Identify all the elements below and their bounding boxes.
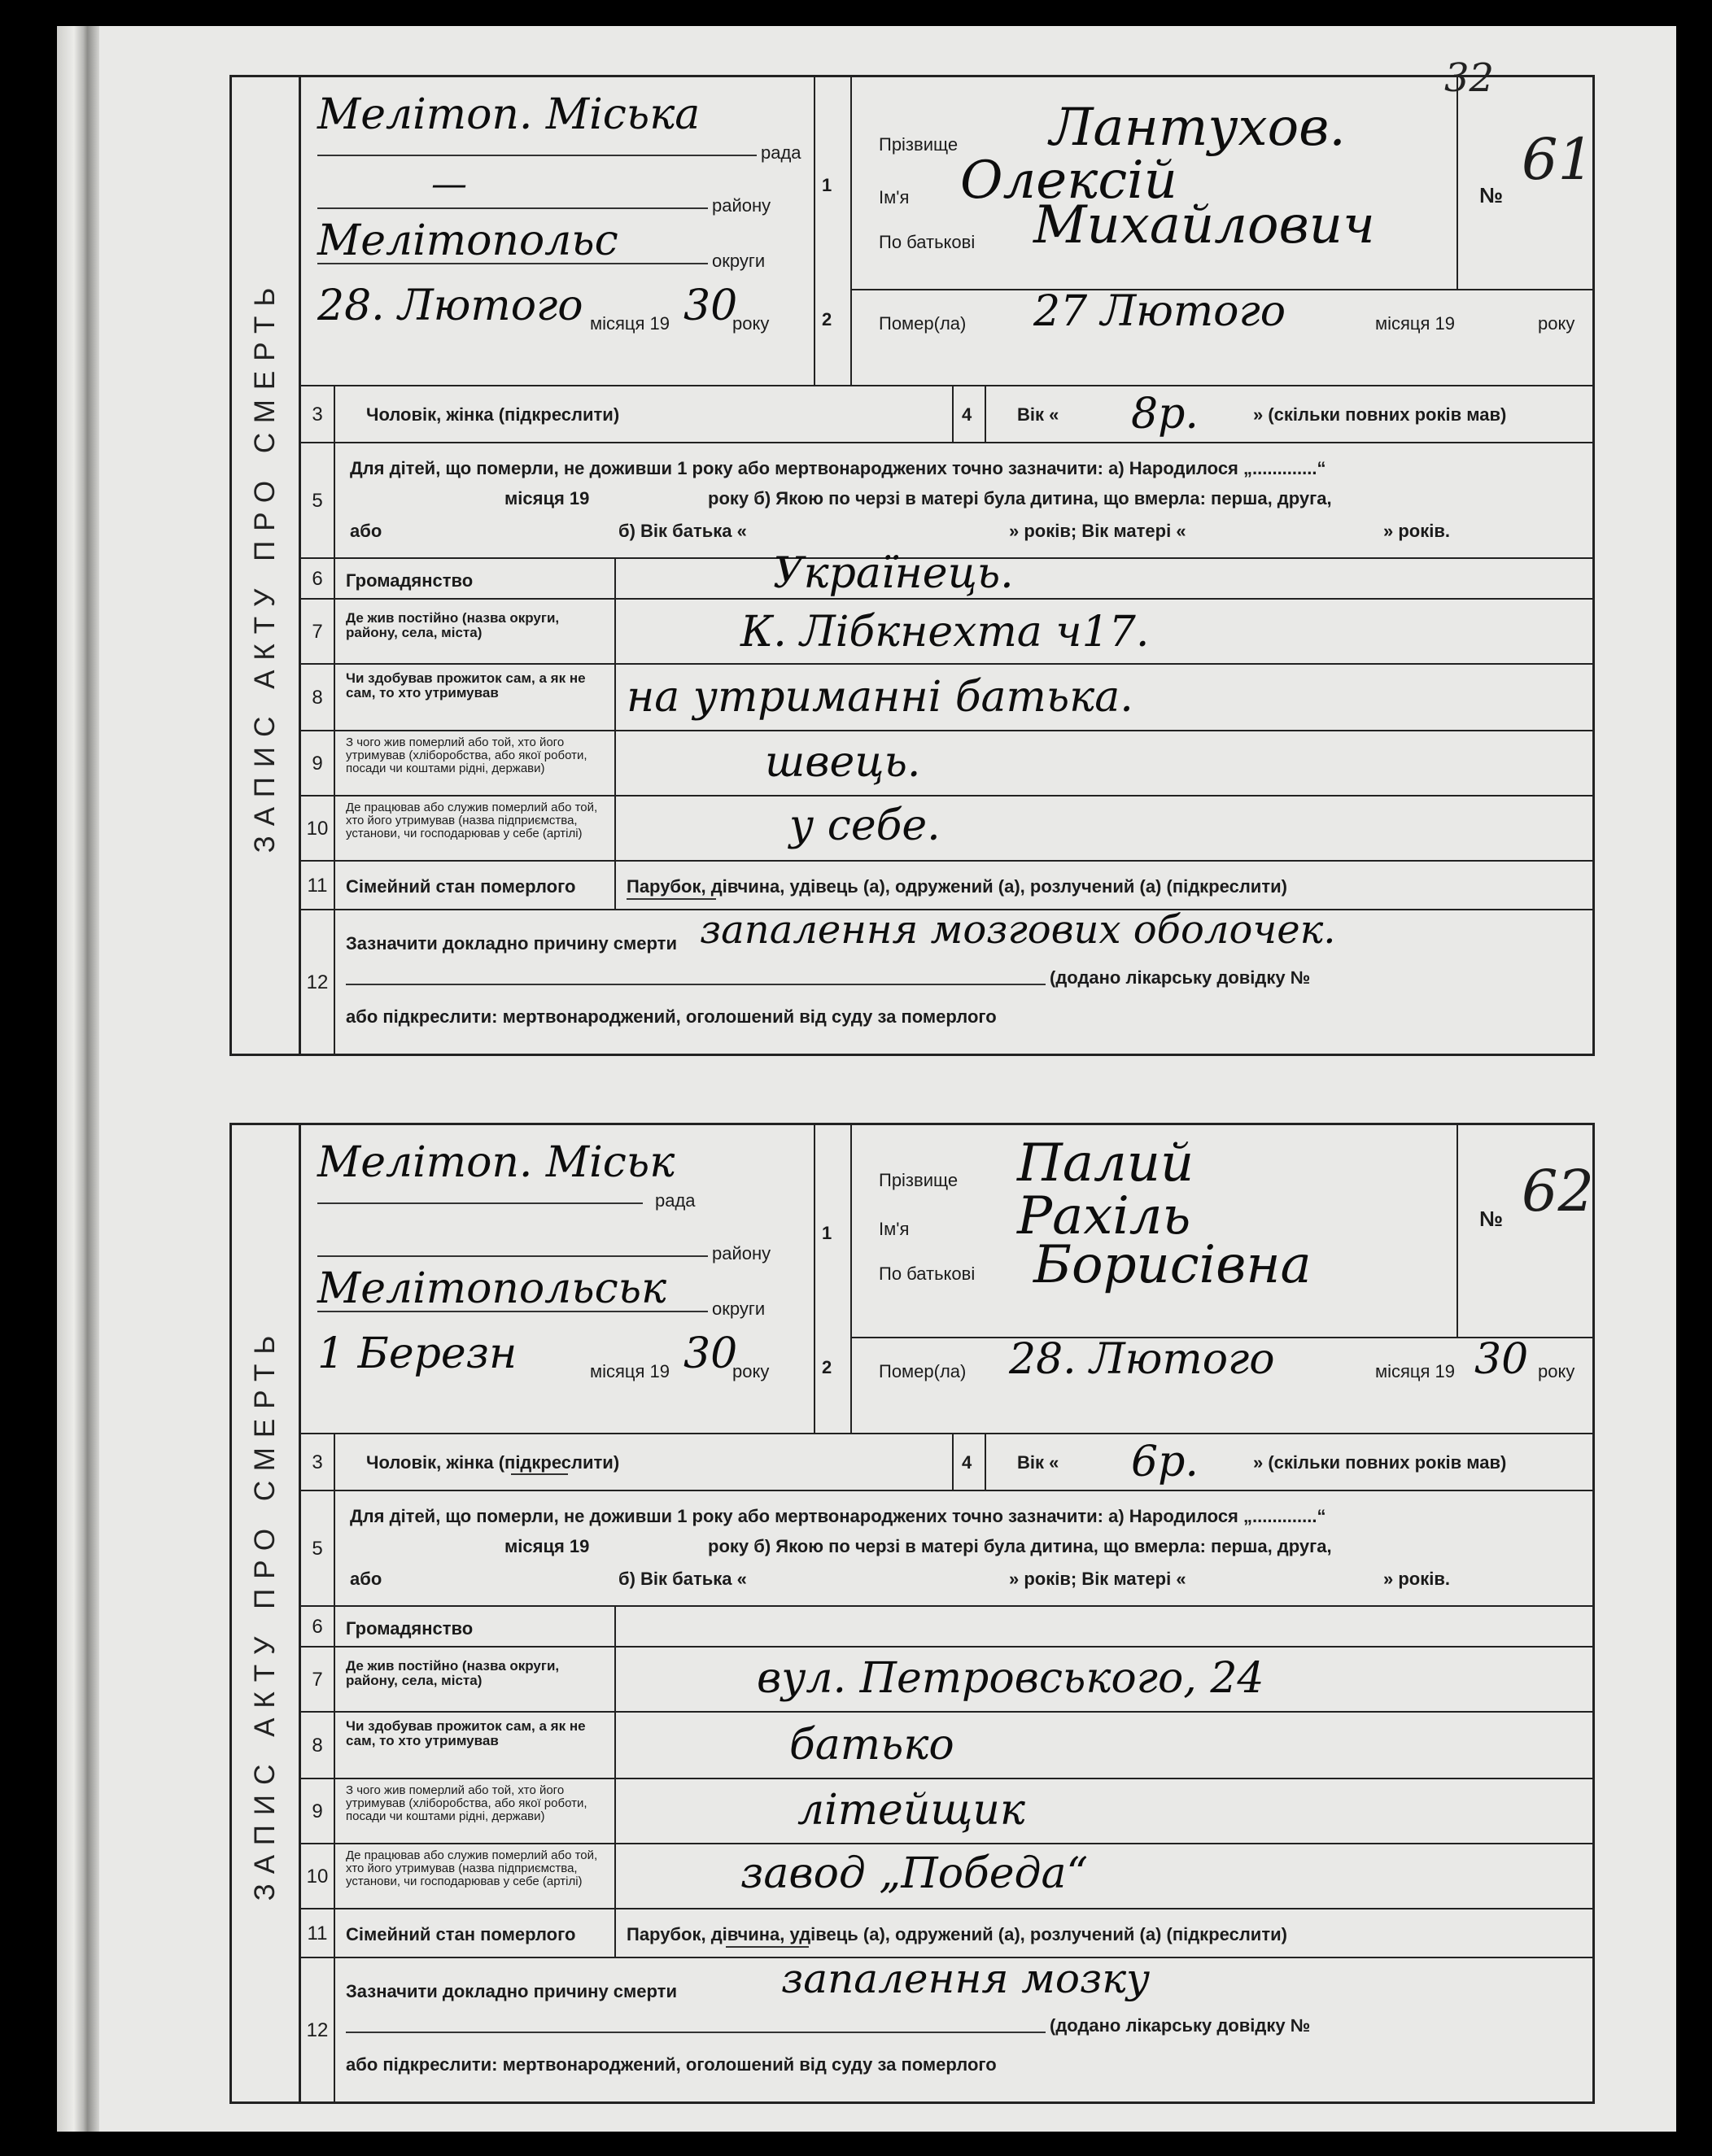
okruha-label: округи bbox=[712, 251, 766, 271]
row-workplace: 10 Де працював або служив померлий або той, хто його утримував (назва підприємства, установи, чи господарював у себе (артілі) у себе. bbox=[301, 795, 1592, 862]
year-label: року bbox=[732, 1361, 770, 1381]
date-value: 1 Березн bbox=[317, 1329, 518, 1378]
month-label: місяця 19 bbox=[590, 313, 670, 334]
record-side-title: ЗАПИС АКТУ ПРО СМЕРТЬ bbox=[232, 1125, 301, 2101]
patronymic-value: Михайлович bbox=[1033, 195, 1375, 255]
patronymic-label: По батькові bbox=[879, 232, 976, 252]
death-date-value: 27 Лютого bbox=[1033, 287, 1286, 336]
death-year-label: року bbox=[1538, 1361, 1575, 1381]
age-tail: » (скільки повних років мав) bbox=[1253, 404, 1507, 425]
row-support: 8 Чи здобував прожиток сам, а як не сам, то хто утримував батько bbox=[301, 1711, 1592, 1779]
death-date-value: 28. Лютого bbox=[1009, 1335, 1275, 1384]
rada-value: Мелітоп. Міськ bbox=[317, 1138, 675, 1187]
row-support: 8 Чи здобував прожиток сам, а як не сам, то хто утримував на утриманні батька. bbox=[301, 663, 1592, 731]
document-page bbox=[57, 26, 1676, 2132]
record-no-value: 62 bbox=[1522, 1158, 1595, 1224]
row-sex-age: 3 Чоловік, жінка (підкреслити) 4 Вік « 8р. » (скільки повних років мав) bbox=[301, 385, 1592, 443]
age-value: 6р. bbox=[1131, 1438, 1199, 1486]
row-cause: 12 Зазначити докладно причину смерти запалення мозку (додано лікарську довідку № або підкреслити: мертвонароджений, оголошений від суду за померлого bbox=[301, 1957, 1592, 2103]
record-header: Мелітоп. Міська рада — району Мелітопольс округи 28. Лютого місяця 19 30 року 1 2 Прізвище Лантухов. Ім'я Олексій По батькові Михайлович Помер(ла) 27 Лютого місяця 19 року № 61 bbox=[301, 77, 1592, 385]
sex-label: Чоловік, жінка (підкреслити) bbox=[366, 1452, 620, 1473]
row-family: 11 Сімейний стан померлого Парубок, дівчина, удівець (а), одружений (а), розлучений (а) (підкреслити) bbox=[301, 1908, 1592, 1958]
row-family: 11 Сімейний стан померлого Парубок, дівчина, удівець (а), одружений (а), розлучений (а) (підкреслити) bbox=[301, 860, 1592, 910]
row-children: 5 Для дітей, що померли, не доживши 1 року або мертвонароджених точно зазначити: а) Народилося „.............“ місяця 19 року б) Якою по черзі в матері була дитина, що вмерла: перша, друга, або б) Вік батька « » років; Вік матері « » років. bbox=[301, 442, 1592, 559]
rada-label: рада bbox=[655, 1190, 696, 1211]
name-label: Ім'я bbox=[879, 187, 910, 207]
patronymic-value: Борисівна bbox=[1033, 1235, 1312, 1295]
support-value: на утриманні батька. bbox=[627, 673, 1133, 722]
citizenship-value: Українець. bbox=[773, 549, 1014, 598]
record-no-label: № bbox=[1479, 1207, 1503, 1231]
livelihood-value: швець. bbox=[765, 738, 921, 787]
raion-value: — bbox=[431, 164, 467, 205]
support-value: батько bbox=[789, 1721, 954, 1770]
record-header: Мелітоп. Міськ рада району Мелітопольськ округи 1 Березн місяця 19 30 року 1 2 Прізвище Палий Ім'я Рахіль По батькові Борисівна Помер(ла) 28. Лютого місяця 19 30 року № 62 bbox=[301, 1125, 1592, 1433]
raion-label: району bbox=[712, 1243, 771, 1263]
binding-edge bbox=[57, 26, 99, 2132]
row-livelihood: 9 З чого жив померлий або той, хто його утримував (хліборобства, або якої роботи, посади чи коштами рідні, держави) літейщик bbox=[301, 1778, 1592, 1844]
death-year-value: 30 bbox=[1474, 1335, 1529, 1384]
sex-label: Чоловік, жінка (підкреслити) bbox=[366, 404, 620, 425]
row-sex-age: 3 Чоловік, жінка (підкреслити) 4 Вік « 6р. » (скільки повних років мав) bbox=[301, 1433, 1592, 1491]
row-livelihood: 9 З чого жив померлий або той, хто його утримував (хліборобства, або якої роботи, посади чи коштами рідні, держави) швець. bbox=[301, 730, 1592, 796]
record-no-label: № bbox=[1479, 183, 1503, 207]
death-label: Помер(ла) bbox=[879, 313, 967, 334]
age-value: 8р. bbox=[1131, 390, 1199, 439]
patronymic-label: По батькові bbox=[879, 1263, 976, 1284]
page-number: 32 bbox=[1444, 55, 1495, 101]
death-month-label: місяця 19 bbox=[1375, 313, 1456, 334]
age-tail: » (скільки повних років мав) bbox=[1253, 1452, 1507, 1473]
workplace-value: у себе. bbox=[789, 801, 941, 850]
month-label: місяця 19 bbox=[590, 1361, 670, 1381]
surname-value: Лантухов. bbox=[1050, 98, 1346, 158]
okruha-label: округи bbox=[712, 1298, 766, 1319]
row-residence: 7 Де жив постійно (назва округи, району, села, міста) вул. Петровського, 24 bbox=[301, 1646, 1592, 1713]
name-value: Рахіль bbox=[1017, 1186, 1191, 1246]
age-label: Вік « bbox=[1017, 404, 1059, 425]
row-citizenship: 6 Громадянство Українець. bbox=[301, 557, 1592, 600]
death-year-label: року bbox=[1538, 313, 1575, 334]
year-label: року bbox=[732, 313, 770, 334]
rada-label: рада bbox=[761, 142, 801, 163]
death-month-label: місяця 19 bbox=[1375, 1361, 1456, 1381]
residence-value: вул. Петровського, 24 bbox=[757, 1654, 1264, 1703]
row-children: 5 Для дітей, що померли, не доживши 1 року або мертвонароджених точно зазначити: а) Народилося „.............“ місяця 19 року б) Якою по черзі в матері була дитина, що вмерла: перша, друга, або б) Вік батька « » років; Вік матері « » років. bbox=[301, 1490, 1592, 1607]
row-residence: 7 Де жив постійно (назва округи, району, села, міста) К. Лібкнехта ч17. bbox=[301, 598, 1592, 665]
record-side-title: ЗАПИС АКТУ ПРО СМЕРТЬ bbox=[232, 77, 301, 1054]
okruha-value: Мелітопольс bbox=[317, 216, 618, 265]
record-no-value: 61 bbox=[1522, 126, 1595, 193]
row-citizenship: 6 Громадянство bbox=[301, 1605, 1592, 1648]
cause-value: запалення мозгових оболочек. bbox=[700, 907, 1336, 953]
year-value: 30 bbox=[683, 282, 738, 330]
name-label: Ім'я bbox=[879, 1219, 910, 1239]
surname-label: Прізвище bbox=[879, 1170, 959, 1190]
name-value: Олексій bbox=[960, 151, 1177, 211]
death-label: Помер(ла) bbox=[879, 1361, 967, 1381]
okruha-value: Мелітопольськ bbox=[317, 1264, 667, 1313]
age-label: Вік « bbox=[1017, 1452, 1059, 1473]
row-cause: 12 Зазначити докладно причину смерти запалення мозгових оболочек. (додано лікарську довідку № або підкреслити: мертвонароджений, оголошений від суду за померлого bbox=[301, 909, 1592, 1055]
death-record-62 bbox=[229, 1123, 1595, 2104]
surname-label: Прізвище bbox=[879, 134, 959, 155]
surname-value: Палий bbox=[1017, 1133, 1194, 1194]
residence-value: К. Лібкнехта ч17. bbox=[740, 608, 1150, 657]
raion-label: району bbox=[712, 195, 771, 216]
workplace-value: завод „Победа“ bbox=[740, 1849, 1089, 1898]
rada-value: Мелітоп. Міська bbox=[317, 90, 701, 139]
year-value: 30 bbox=[683, 1329, 738, 1378]
date-value: 28. Лютого bbox=[317, 282, 583, 330]
livelihood-value: літейщик bbox=[797, 1786, 1025, 1835]
row-workplace: 10 Де працював або служив померлий або той, хто його утримував (назва підприємства, установи, чи господарював у себе (артілі) завод „Победа“ bbox=[301, 1843, 1592, 1909]
cause-value: запалення мозку bbox=[781, 1955, 1151, 2002]
death-record-61 bbox=[229, 75, 1595, 1056]
